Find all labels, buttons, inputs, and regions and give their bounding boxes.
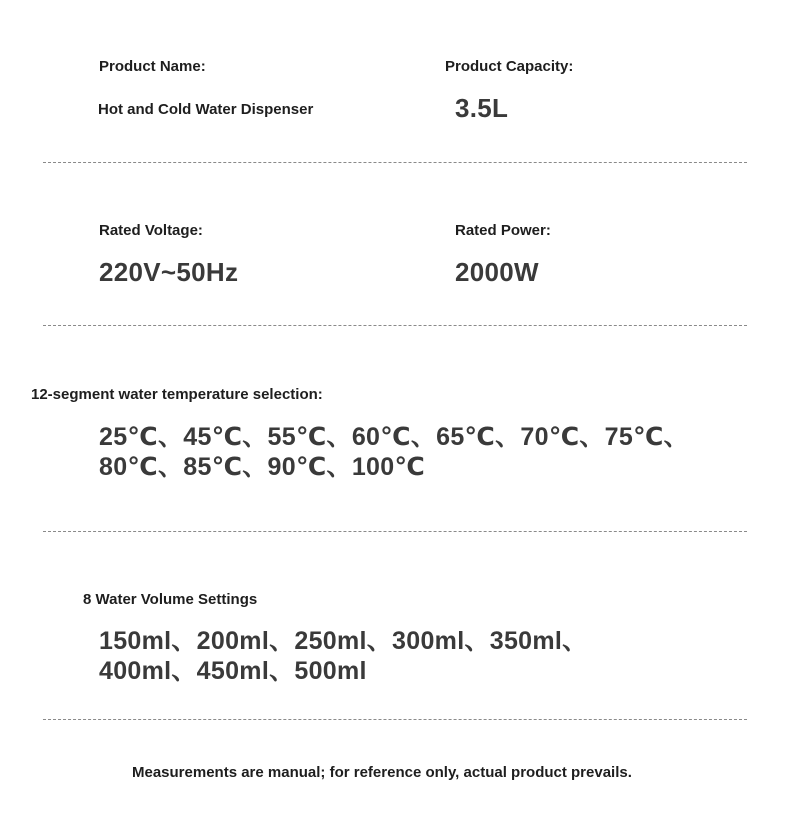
temperature-values-line-2: 80℃、85℃、90℃、100℃ (99, 453, 426, 481)
product-name-value: Hot and Cold Water Dispenser (98, 101, 314, 118)
water-volume-label: 8 Water Volume Settings (83, 591, 258, 608)
divider-1 (43, 162, 747, 163)
disclaimer-note: Measurements are manual; for reference only, actual product prevails. (132, 764, 632, 781)
temperature-values-line-1: 25℃、45℃、55℃、60℃、65℃、70℃、75℃、 (99, 423, 689, 451)
rated-voltage-value: 220V~50Hz (99, 257, 239, 287)
volume-values-line-1: 150ml、200ml、250ml、300ml、350ml、 (99, 627, 588, 655)
divider-2 (43, 325, 747, 326)
rated-power-label: Rated Power: (455, 222, 551, 239)
product-capacity-label: Product Capacity: (445, 58, 574, 75)
temperature-selection-label: 12-segment water temperature selection: (31, 386, 323, 403)
rated-power-value: 2000W (455, 257, 539, 287)
volume-values-line-2: 400ml、450ml、500ml (99, 657, 367, 685)
product-capacity-value: 3.5L (455, 93, 509, 123)
divider-4 (43, 719, 747, 720)
divider-3 (43, 531, 747, 532)
rated-voltage-label: Rated Voltage: (99, 222, 203, 239)
product-name-label: Product Name: (99, 58, 206, 75)
